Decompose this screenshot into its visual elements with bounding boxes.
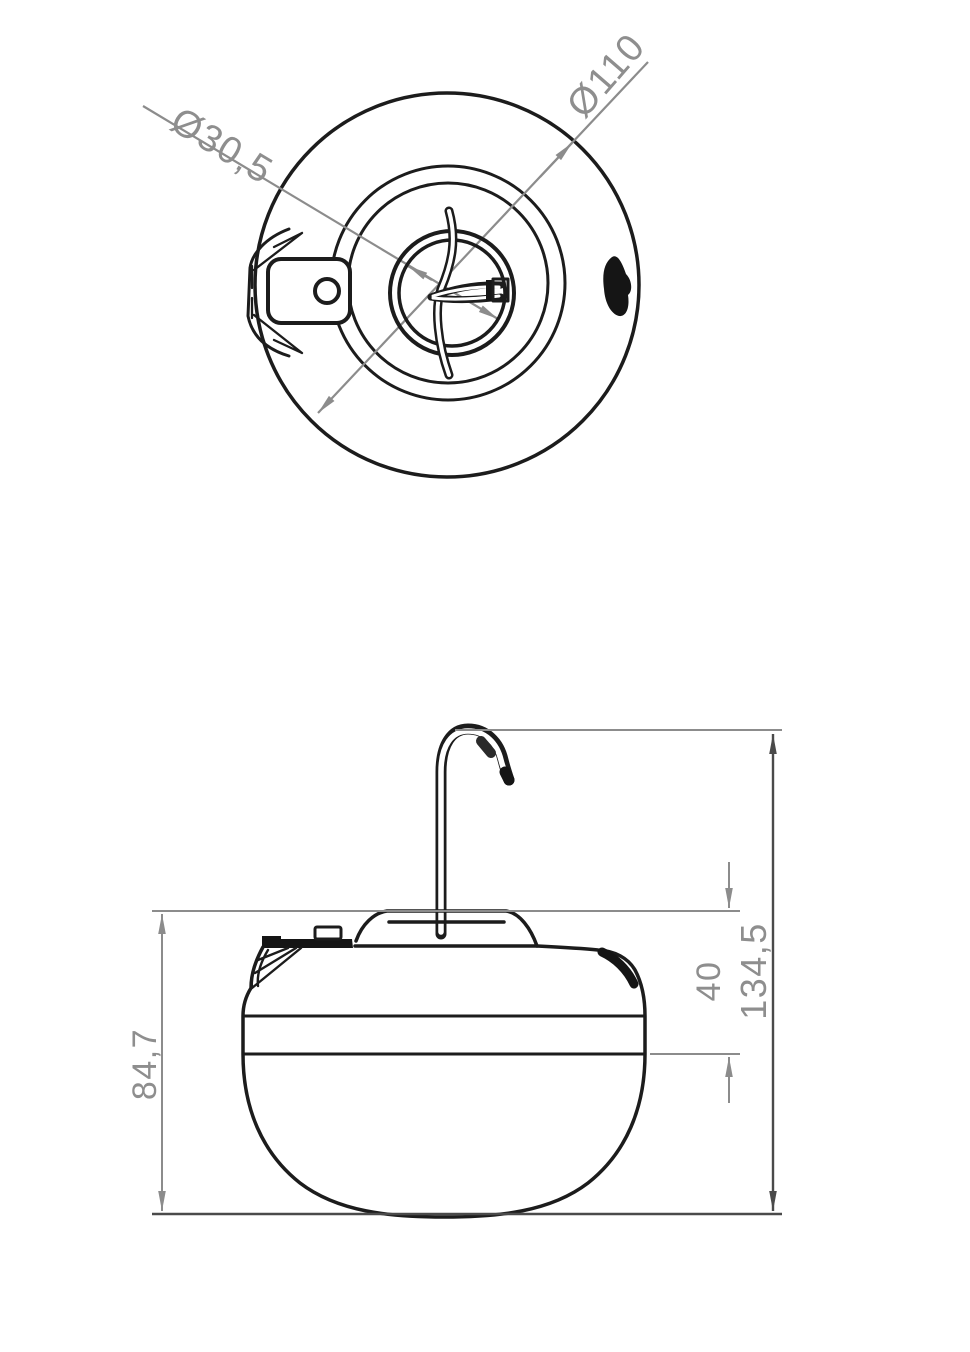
dim-arrow-dia110-upper <box>540 143 572 177</box>
clip-hole <box>315 279 339 303</box>
side-view-dimensions <box>152 730 782 1211</box>
body-outline <box>243 946 645 1217</box>
clip-fan-side <box>252 948 301 988</box>
top-view-dimensions <box>143 62 648 413</box>
dimension-labels <box>126 26 774 1100</box>
dim-label-total-height: 134,5 <box>733 922 774 1020</box>
top-button-side <box>315 927 341 939</box>
dim-label-body-height: 84,7 <box>126 1027 164 1101</box>
side-view-dimensions-dark <box>152 734 782 1214</box>
hook-wire-side-core <box>441 731 507 932</box>
dim-label-dia110: Ø110 <box>559 25 654 126</box>
side-view <box>243 729 645 1217</box>
dim-label-dia30: Ø30,5 <box>163 99 281 193</box>
top-view-hook-ring <box>390 211 514 375</box>
dim-arrow-dia30-inner <box>408 266 432 280</box>
dim-label-top-to-band: 40 <box>690 960 728 1002</box>
hook-tip-cap <box>505 772 509 780</box>
band-lines <box>243 1016 645 1054</box>
side-button-top-view <box>603 256 631 316</box>
side-button-side-view <box>602 952 634 984</box>
